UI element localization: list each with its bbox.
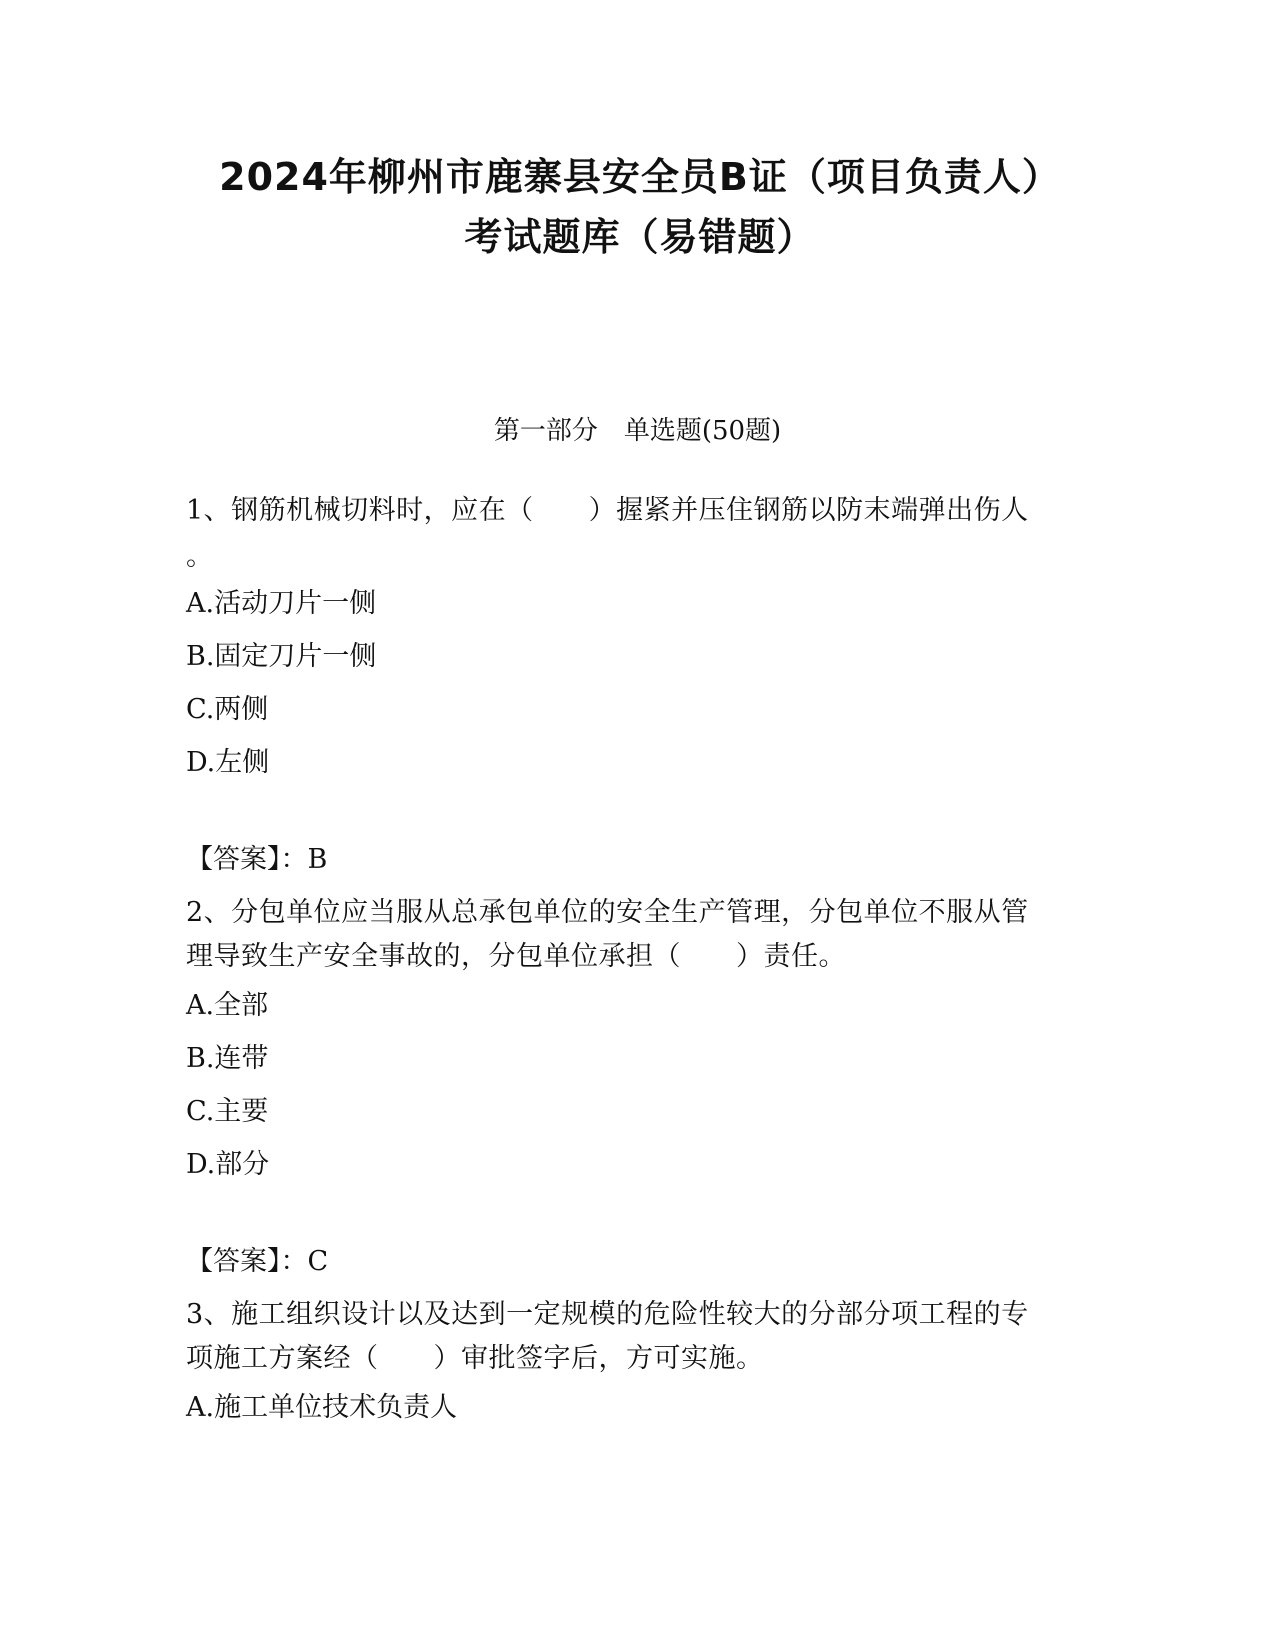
question-3-option-a: A.施工单位技术负责人	[186, 1392, 458, 1423]
question-1-stem-line-1: 1、钢筋机械切料时，应在（ ）握紧并压住钢筋以防末端弹出伤人	[186, 495, 1029, 526]
question-2-stem-line-1: 2、分包单位应当服从总承包单位的安全生产管理，分包单位不服从管	[186, 897, 1029, 928]
question-2-option-a: A.全部	[186, 990, 269, 1021]
section-heading: 第一部分 单选题(50题)	[493, 416, 782, 446]
document-title-line-2: 考试题库（易错题）	[464, 215, 816, 259]
question-1-option-a: A.活动刀片一侧	[186, 588, 377, 619]
question-2-option-d: D.部分	[186, 1149, 270, 1180]
question-3-stem-line-2: 项施工方案经（ ）审批签字后，方可实施。	[186, 1343, 764, 1374]
question-3-stem-line-1: 3、施工组织设计以及达到一定规模的危险性较大的分部分项工程的专	[186, 1299, 1029, 1330]
question-1-stem-line-2: 。	[186, 541, 214, 572]
question-2-stem-line-2: 理导致生产安全事故的，分包单位承担（ ）责任。	[186, 941, 846, 972]
question-2-option-b: B.连带	[186, 1043, 269, 1074]
question-1-option-b: B.固定刀片一侧	[186, 641, 377, 672]
question-2-option-c: C.主要	[186, 1096, 269, 1127]
question-1-answer: 【答案】：B	[186, 844, 328, 875]
question-2-answer: 【答案】：C	[186, 1246, 329, 1277]
document-title-line-1: 2024年柳州市鹿寨县安全员B证（项目负责人）	[219, 155, 1061, 199]
question-1-option-c: C.两侧	[186, 694, 269, 725]
question-1-option-d: D.左侧	[186, 747, 270, 778]
